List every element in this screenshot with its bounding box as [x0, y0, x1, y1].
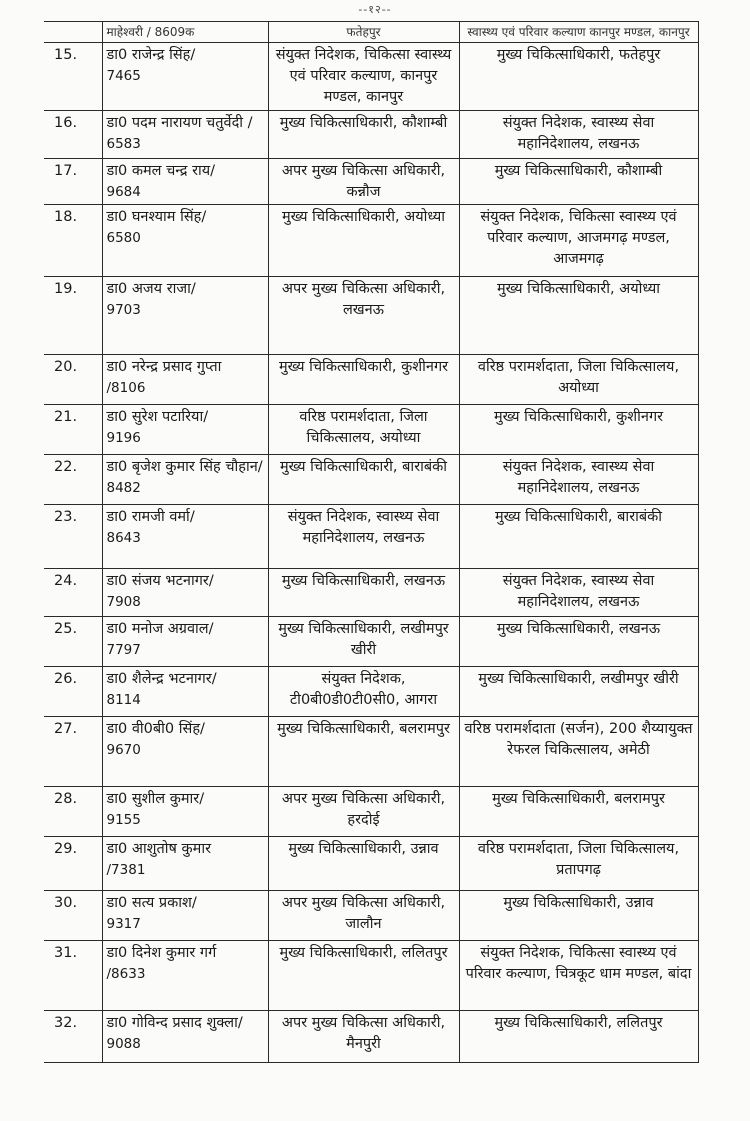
- new-posting: संयुक्त निदेशक, स्वास्थ्य सेवा महानिदेशालय, लखनऊ: [459, 455, 698, 505]
- table-row: [44, 717, 698, 787]
- table-row: [44, 837, 698, 891]
- officer-code: 9684: [106, 184, 141, 200]
- officer-code: 8482: [106, 480, 141, 496]
- new-posting: वरिष्ठ परामर्शदाता, जिला चिकित्सालय, प्रतापगढ़: [459, 837, 698, 891]
- table-row: [44, 569, 698, 617]
- officer-code: 7908: [106, 594, 141, 610]
- row-number: 20.: [44, 355, 102, 405]
- new-posting: मुख्य चिकित्साधिकारी, बलरामपुर: [459, 787, 698, 837]
- row-number: 25.: [44, 617, 102, 667]
- new-posting: संयुक्त निदेशक, चिकित्सा स्वास्थ्य एवं परिवार कल्याण, चित्रकूट धाम मण्डल, बांदा: [459, 941, 698, 1011]
- officer-name-text: डा0 राजेन्द्र सिंह/: [106, 47, 196, 63]
- officer-name-text: डा0 सुशील कुमार/: [106, 791, 205, 807]
- table-row: [44, 405, 698, 455]
- officer-name: [102, 205, 268, 277]
- row-number: 16.: [44, 111, 102, 159]
- new-posting: मुख्य चिकित्साधिकारी, फतेहपुर: [459, 43, 698, 111]
- table-row: [44, 205, 698, 277]
- current-posting: संयुक्त निदेशक, स्वास्थ्य सेवा महानिदेशालय, लखनऊ: [268, 505, 459, 569]
- new-posting: मुख्य चिकित्साधिकारी, अयोध्या: [459, 277, 698, 355]
- officer-name: [102, 717, 268, 787]
- officer-name: [102, 617, 268, 667]
- officer-name: [102, 159, 268, 205]
- officer-name: [102, 1011, 268, 1063]
- new-posting: मुख्य चिकित्साधिकारी, लखीमपुर खीरी: [459, 667, 698, 717]
- current-posting: मुख्य चिकित्साधिकारी, कुशीनगर: [268, 355, 459, 405]
- officer-name: [102, 837, 268, 891]
- new-posting: मुख्य चिकित्साधिकारी, उन्नाव: [459, 891, 698, 941]
- current-posting: मुख्य चिकित्साधिकारी, लखीमपुर खीरी: [268, 617, 459, 667]
- officer-code: 7465: [106, 68, 141, 84]
- officer-name: [102, 43, 268, 111]
- table-row: [44, 277, 698, 355]
- current-posting: मुख्य चिकित्साधिकारी, उन्नाव: [268, 837, 459, 891]
- table-row: [44, 505, 698, 569]
- officer-name-text: डा0 शैलेन्द्र भटनागर/: [106, 671, 217, 687]
- officer-code: 7797: [106, 642, 141, 658]
- row-number: 29.: [44, 837, 102, 891]
- current-posting: मुख्य चिकित्साधिकारी, बलरामपुर: [268, 717, 459, 787]
- officer-code: 6583: [106, 136, 141, 152]
- officer-name-text: डा0 वी0बी0 सिंह/: [106, 721, 205, 737]
- current-posting: अपर मुख्य चिकित्सा अधिकारी, कन्नौज: [268, 159, 459, 205]
- row-number: 17.: [44, 159, 102, 205]
- officer-name-text: डा0 रामजी वर्मा/: [106, 509, 195, 525]
- current-posting: संयुक्त निदेशक, चिकित्सा स्वास्थ्य एवं परिवार कल्याण, कानपुर मण्डल, कानपुर: [268, 43, 459, 111]
- current-posting: अपर मुख्य चिकित्सा अधिकारी, हरदोई: [268, 787, 459, 837]
- table-row: [44, 941, 698, 1011]
- officer-name: [102, 941, 268, 1011]
- officer-name: [102, 569, 268, 617]
- officer-name-text: डा0 कमल चन्द्र राय/: [106, 163, 216, 179]
- officer-name-text: डा0 आशुतोष कुमार: [106, 841, 212, 857]
- table-row: [44, 43, 698, 111]
- row-number: 27.: [44, 717, 102, 787]
- new-posting: वरिष्ठ परामर्शदाता, जिला चिकित्सालय, अयोध्या: [459, 355, 698, 405]
- officer-name-text: डा0 घनश्याम सिंह/: [106, 209, 207, 225]
- row-number: 28.: [44, 787, 102, 837]
- row-number: 19.: [44, 277, 102, 355]
- officer-code: 8114: [106, 692, 141, 708]
- officer-name-text: डा0 सत्य प्रकाश/: [106, 895, 197, 911]
- table-row: [44, 111, 698, 159]
- officer-name: [102, 667, 268, 717]
- row-number: 15.: [44, 43, 102, 111]
- header-to: स्वास्थ्य एवं परिवार कल्याण कानपुर मण्डल, कानपुर: [459, 22, 698, 43]
- officer-name: [102, 455, 268, 505]
- officer-name-text: डा0 गोविन्द प्रसाद शुक्ला/: [106, 1015, 243, 1031]
- officer-name-text: डा0 पदम नारायण चतुर्वेदी /: [106, 115, 253, 131]
- current-posting: अपर मुख्य चिकित्सा अधिकारी, मैनपुरी: [268, 1011, 459, 1063]
- row-number: 26.: [44, 667, 102, 717]
- table-row: [44, 617, 698, 667]
- current-posting: वरिष्ठ परामर्शदाता, जिला चिकित्सालय, अयोध्या: [268, 405, 459, 455]
- new-posting: मुख्य चिकित्साधिकारी, कौशाम्बी: [459, 159, 698, 205]
- row-number: 32.: [44, 1011, 102, 1063]
- current-posting: मुख्य चिकित्साधिकारी, बाराबंकी: [268, 455, 459, 505]
- officer-name: [102, 277, 268, 355]
- officer-code: 9155: [106, 812, 141, 828]
- current-posting: मुख्य चिकित्साधिकारी, लखनऊ: [268, 569, 459, 617]
- officer-code: /7381: [106, 862, 146, 878]
- table-row: [44, 891, 698, 941]
- table-row: [44, 159, 698, 205]
- new-posting: संयुक्त निदेशक, स्वास्थ्य सेवा महानिदेशालय, लखनऊ: [459, 569, 698, 617]
- officer-code: 9670: [106, 742, 141, 758]
- officer-code: 9088: [106, 1036, 141, 1052]
- officer-name: [102, 787, 268, 837]
- current-posting: मुख्य चिकित्साधिकारी, ललितपुर: [268, 941, 459, 1011]
- officer-code: /8633: [106, 966, 146, 982]
- officer-code: 9196: [106, 430, 141, 446]
- table-body: [44, 43, 698, 1063]
- officer-code: 6580: [106, 230, 141, 246]
- header-name: माहेश्वरी / 8609क: [102, 22, 268, 43]
- officer-name-text: डा0 नरेन्द्र प्रसाद गुप्ता: [106, 359, 222, 375]
- officer-name: [102, 891, 268, 941]
- new-posting: संयुक्त निदेशक, स्वास्थ्य सेवा महानिदेशालय, लखनऊ: [459, 111, 698, 159]
- officer-name-text: डा0 संजय भटनागर/: [106, 573, 214, 589]
- officer-name-text: डा0 सुरेश पटारिया/: [106, 409, 209, 425]
- page-number: --१२--: [358, 3, 392, 16]
- current-posting: अपर मुख्य चिकित्सा अधिकारी, लखनऊ: [268, 277, 459, 355]
- officer-name: [102, 355, 268, 405]
- officer-code: 9703: [106, 302, 141, 318]
- officer-name-text: डा0 दिनेश कुमार गर्ग: [106, 945, 217, 961]
- table-row: [44, 1011, 698, 1063]
- new-posting: मुख्य चिकित्साधिकारी, कुशीनगर: [459, 405, 698, 455]
- officer-name-text: डा0 बृजेश कुमार सिंह चौहान/: [106, 459, 263, 475]
- row-number: 30.: [44, 891, 102, 941]
- officer-name: [102, 111, 268, 159]
- row-number: 21.: [44, 405, 102, 455]
- row-number: 18.: [44, 205, 102, 277]
- officer-name: [102, 505, 268, 569]
- row-number: 31.: [44, 941, 102, 1011]
- officer-code: 8643: [106, 530, 141, 546]
- new-posting: मुख्य चिकित्साधिकारी, लखनऊ: [459, 617, 698, 667]
- current-posting: अपर मुख्य चिकित्सा अधिकारी, जालौन: [268, 891, 459, 941]
- new-posting: मुख्य चिकित्साधिकारी, बाराबंकी: [459, 505, 698, 569]
- new-posting: मुख्य चिकित्साधिकारी, ललितपुर: [459, 1011, 698, 1063]
- table-row: [44, 455, 698, 505]
- current-posting: मुख्य चिकित्साधिकारी, कौशाम्बी: [268, 111, 459, 159]
- row-number: 22.: [44, 455, 102, 505]
- table-row: [44, 355, 698, 405]
- new-posting: वरिष्ठ परामर्शदाता (सर्जन), 200 शैय्यायुक्त रेफरल चिकित्सालय, अमेठी: [459, 717, 698, 787]
- table-row: [44, 667, 698, 717]
- officer-name-text: डा0 अजय राजा/: [106, 281, 196, 297]
- table-header-row: [44, 22, 698, 43]
- row-number: 23.: [44, 505, 102, 569]
- header-number: [44, 22, 102, 43]
- transfer-table: [44, 21, 699, 1063]
- officer-name: [102, 405, 268, 455]
- new-posting: संयुक्त निदेशक, चिकित्सा स्वास्थ्य एवं परिवार कल्याण, आजमगढ़ मण्डल, आजमगढ़: [459, 205, 698, 277]
- header-from: फतेहपुर: [268, 22, 459, 43]
- officer-code: 9317: [106, 916, 141, 932]
- table-row: [44, 787, 698, 837]
- row-number: 24.: [44, 569, 102, 617]
- officer-name-text: डा0 मनोज अग्रवाल/: [106, 621, 214, 637]
- officer-code: /8106: [106, 380, 146, 396]
- current-posting: संयुक्त निदेशक, टी0बी0डी0टी0सी0, आगरा: [268, 667, 459, 717]
- current-posting: मुख्य चिकित्साधिकारी, अयोध्या: [268, 205, 459, 277]
